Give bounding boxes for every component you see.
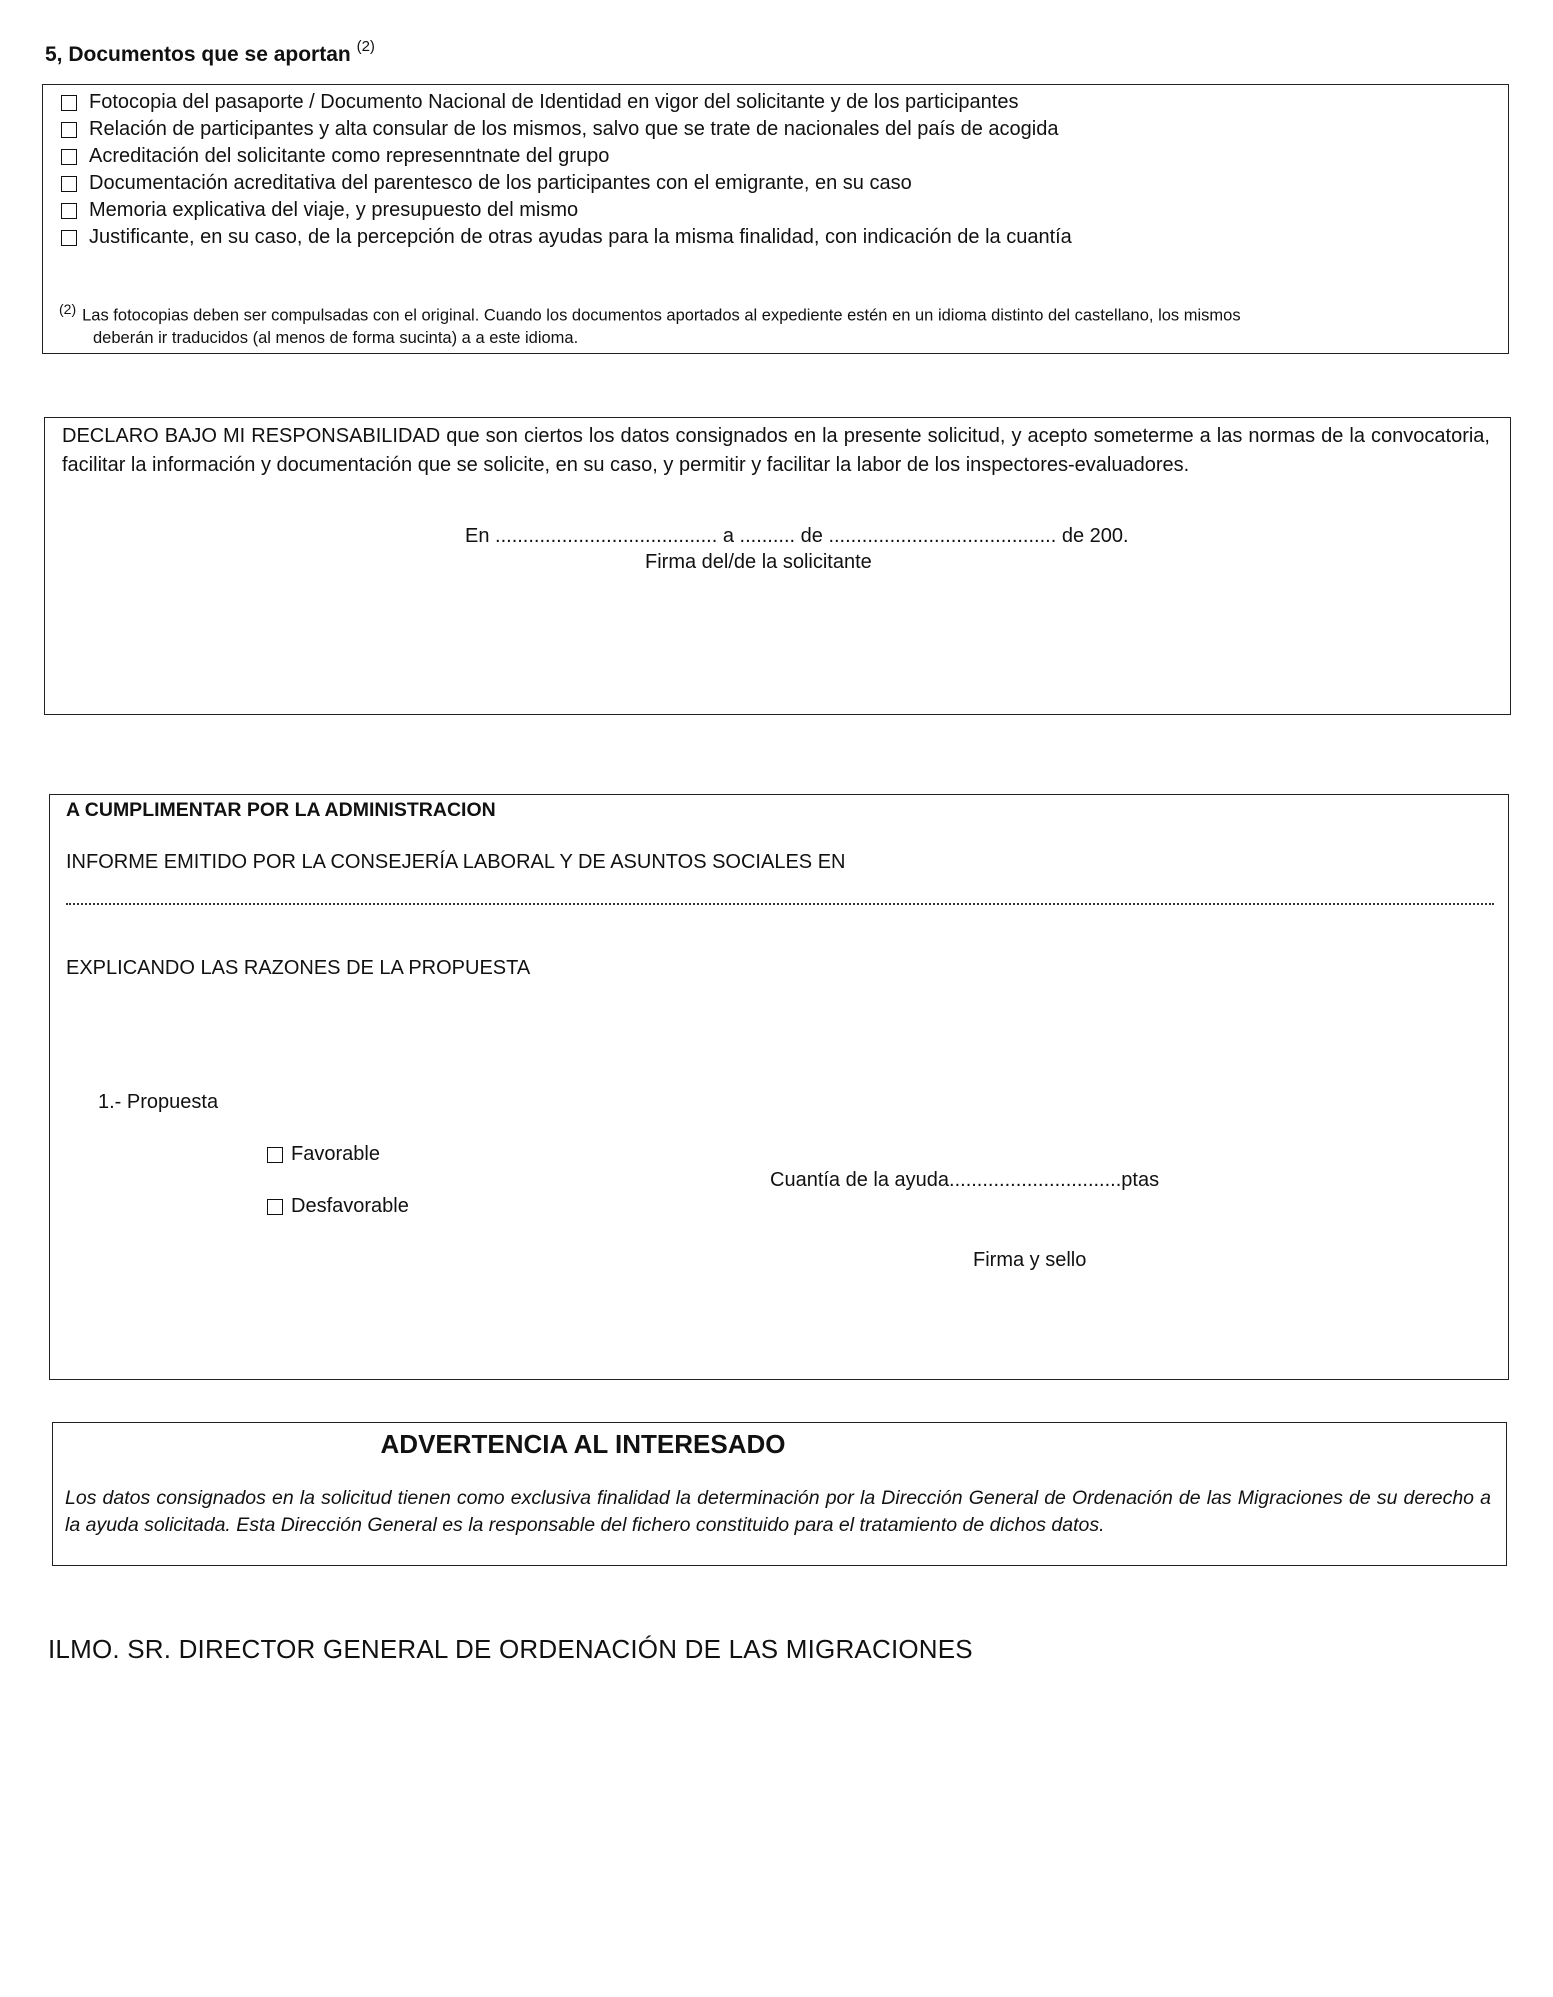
addressee: ILMO. SR. DIRECTOR GENERAL DE ORDENACIÓN DE LAS MIGRACIONES	[48, 1634, 973, 1664]
documents-list	[61, 89, 1072, 251]
section-5-title-text: 5, Documentos que se aportan	[45, 43, 351, 66]
informe-label: INFORME EMITIDO POR LA CONSEJERÍA LABORAL Y DE ASUNTOS SOCIALES EN	[66, 851, 846, 873]
declaration-text: DECLARO BAJO MI RESPONSABILIDAD que son ciertos los datos consignados en la presente solicitud, y acepto someterme a las normas de la convocatoria, facilitar la información y documentación que se solicite, en su caso, y permitir y facilitar la labor de los inspectores-evaluadores.	[62, 425, 1490, 476]
checkbox[interactable]	[61, 230, 77, 246]
desfavorable-label: Desfavorable	[291, 1195, 409, 1217]
footnote-ref: (2)	[59, 301, 77, 317]
propuesta-label: 1.- Propuesta	[98, 1091, 219, 1113]
footnote-line-1: Las fotocopias deben ser compulsadas con el original. Cuando los documentos aportados al expediente estén en un idioma distinto del castellano, los mismos	[82, 306, 1241, 325]
favorable-label: Favorable	[291, 1143, 380, 1165]
administration-box	[49, 794, 1509, 1380]
document-label: Documentación acreditativa del parentesco de los participantes con el emigrante, en su caso	[89, 172, 912, 194]
document-item[interactable]	[61, 224, 1072, 251]
checkbox[interactable]	[61, 203, 77, 219]
advertencia-text: Los datos consignados en la solicitud tienen como exclusiva finalidad la determinación por la Dirección General de Ordenación de las Migraciones de su derecho a la ayuda solicitada. Esta Dirección General es la responsable del fichero constituido para el tratamiento de dichos datos.	[65, 1487, 1491, 1536]
document-label: Relación de participantes y alta consular de los mismos, salvo que se trate de nacionales del país de acogida	[89, 118, 1059, 140]
signature-seal-label: Firma y sello	[973, 1249, 1087, 1271]
checkbox[interactable]	[61, 176, 77, 192]
document-label: Acreditación del solicitante como represenntnate del grupo	[89, 145, 610, 167]
favorable-checkbox[interactable]	[267, 1147, 283, 1163]
explicando-label: EXPLICANDO LAS RAZONES DE LA PROPUESTA	[66, 957, 531, 979]
cuantia-field[interactable]: Cuantía de la ayuda...............................ptas	[770, 1169, 1160, 1191]
checkbox[interactable]	[61, 122, 77, 138]
informe-dotted-line[interactable]	[66, 903, 1494, 905]
document-item[interactable]	[61, 197, 1072, 224]
applicant-signature-label: Firma del/de la solicitante	[645, 551, 872, 573]
declaration-box	[44, 417, 1511, 715]
advertencia-box	[52, 1422, 1507, 1566]
section-5-title	[45, 40, 375, 67]
place-date-field[interactable]: En ........................................ a .......... de ......................................... de 200.	[465, 525, 1129, 547]
favorable-option[interactable]	[267, 1143, 380, 1166]
advertencia-title: ADVERTENCIA AL INTERESADO	[380, 1429, 786, 1459]
document-item[interactable]	[61, 116, 1072, 143]
document-item[interactable]	[61, 143, 1072, 170]
checkbox[interactable]	[61, 95, 77, 111]
documents-box	[42, 84, 1509, 354]
administration-title: A CUMPLIMENTAR POR LA ADMINISTRACION	[66, 799, 496, 821]
document-item[interactable]	[61, 89, 1072, 116]
document-label: Justificante, en su caso, de la percepción de otras ayudas para la misma finalidad, con indicación de la cuantía	[89, 226, 1072, 248]
footnote	[59, 298, 1479, 349]
checkbox[interactable]	[61, 149, 77, 165]
document-item[interactable]	[61, 170, 1072, 197]
section-5-title-ref: (2)	[356, 38, 375, 55]
desfavorable-option[interactable]	[267, 1195, 409, 1218]
footnote-line-2: deberán ir traducidos (al menos de forma sucinta) a a este idioma.	[93, 328, 579, 347]
desfavorable-checkbox[interactable]	[267, 1199, 283, 1215]
document-label: Memoria explicativa del viaje, y presupuesto del mismo	[89, 199, 579, 221]
document-label: Fotocopia del pasaporte / Documento Nacional de Identidad en vigor del solicitante y de los participantes	[89, 91, 1019, 113]
